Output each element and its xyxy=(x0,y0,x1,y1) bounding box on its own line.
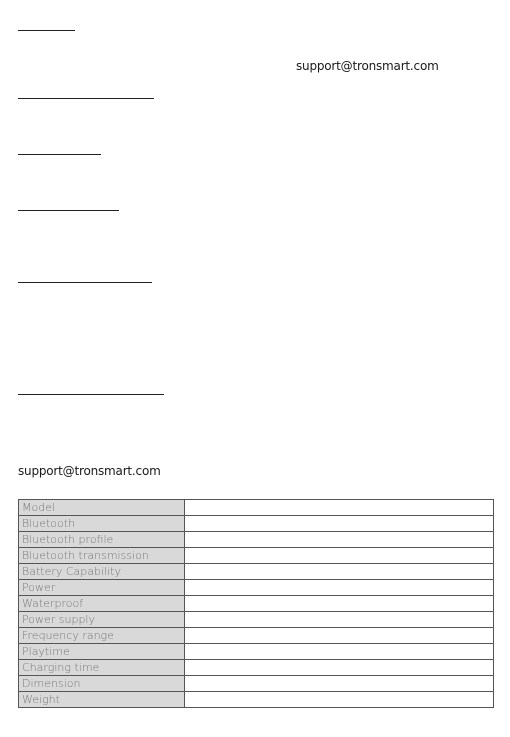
table-row xyxy=(19,532,494,548)
spec-label: Charging time xyxy=(19,660,185,676)
spec-value xyxy=(185,500,494,516)
table-row xyxy=(19,644,494,660)
table-row xyxy=(19,612,494,628)
spec-label: Model xyxy=(19,500,185,516)
spec-value xyxy=(185,692,494,708)
table-row xyxy=(19,692,494,708)
support-email-link-top[interactable]: support@tronsmart.com xyxy=(296,59,439,73)
spec-value xyxy=(185,596,494,612)
table-row xyxy=(19,580,494,596)
spec-value xyxy=(185,612,494,628)
spec-value xyxy=(185,676,494,692)
spec-value xyxy=(185,564,494,580)
spec-value xyxy=(185,580,494,596)
spec-label: Dimension xyxy=(19,676,185,692)
specifications-table xyxy=(18,499,494,708)
table-row xyxy=(19,676,494,692)
section-rule-4 xyxy=(18,210,119,211)
table-row xyxy=(19,564,494,580)
section-rule-6 xyxy=(18,394,164,395)
spec-label: Waterproof xyxy=(19,596,185,612)
spec-label: Power xyxy=(19,580,185,596)
section-rule-3 xyxy=(18,154,101,155)
support-email-link-bottom[interactable]: support@tronsmart.com xyxy=(18,464,161,478)
spec-value xyxy=(185,660,494,676)
spec-value xyxy=(185,532,494,548)
table-row xyxy=(19,548,494,564)
section-rule-1 xyxy=(18,30,75,31)
spec-value xyxy=(185,548,494,564)
spec-label: Bluetooth profile xyxy=(19,532,185,548)
table-row xyxy=(19,596,494,612)
table-row xyxy=(19,660,494,676)
table-row xyxy=(19,500,494,516)
spec-label: Playtime xyxy=(19,644,185,660)
spec-label: Bluetooth transmission xyxy=(19,548,185,564)
spec-label: Weight xyxy=(19,692,185,708)
spec-value xyxy=(185,516,494,532)
table-row xyxy=(19,516,494,532)
spec-value xyxy=(185,644,494,660)
spec-label: Frequency range xyxy=(19,628,185,644)
section-rule-5 xyxy=(18,282,152,283)
spec-label: Bluetooth xyxy=(19,516,185,532)
spec-label: Battery Capability xyxy=(19,564,185,580)
section-rule-2 xyxy=(18,98,154,99)
table-row xyxy=(19,628,494,644)
spec-label: Power supply xyxy=(19,612,185,628)
spec-value xyxy=(185,628,494,644)
